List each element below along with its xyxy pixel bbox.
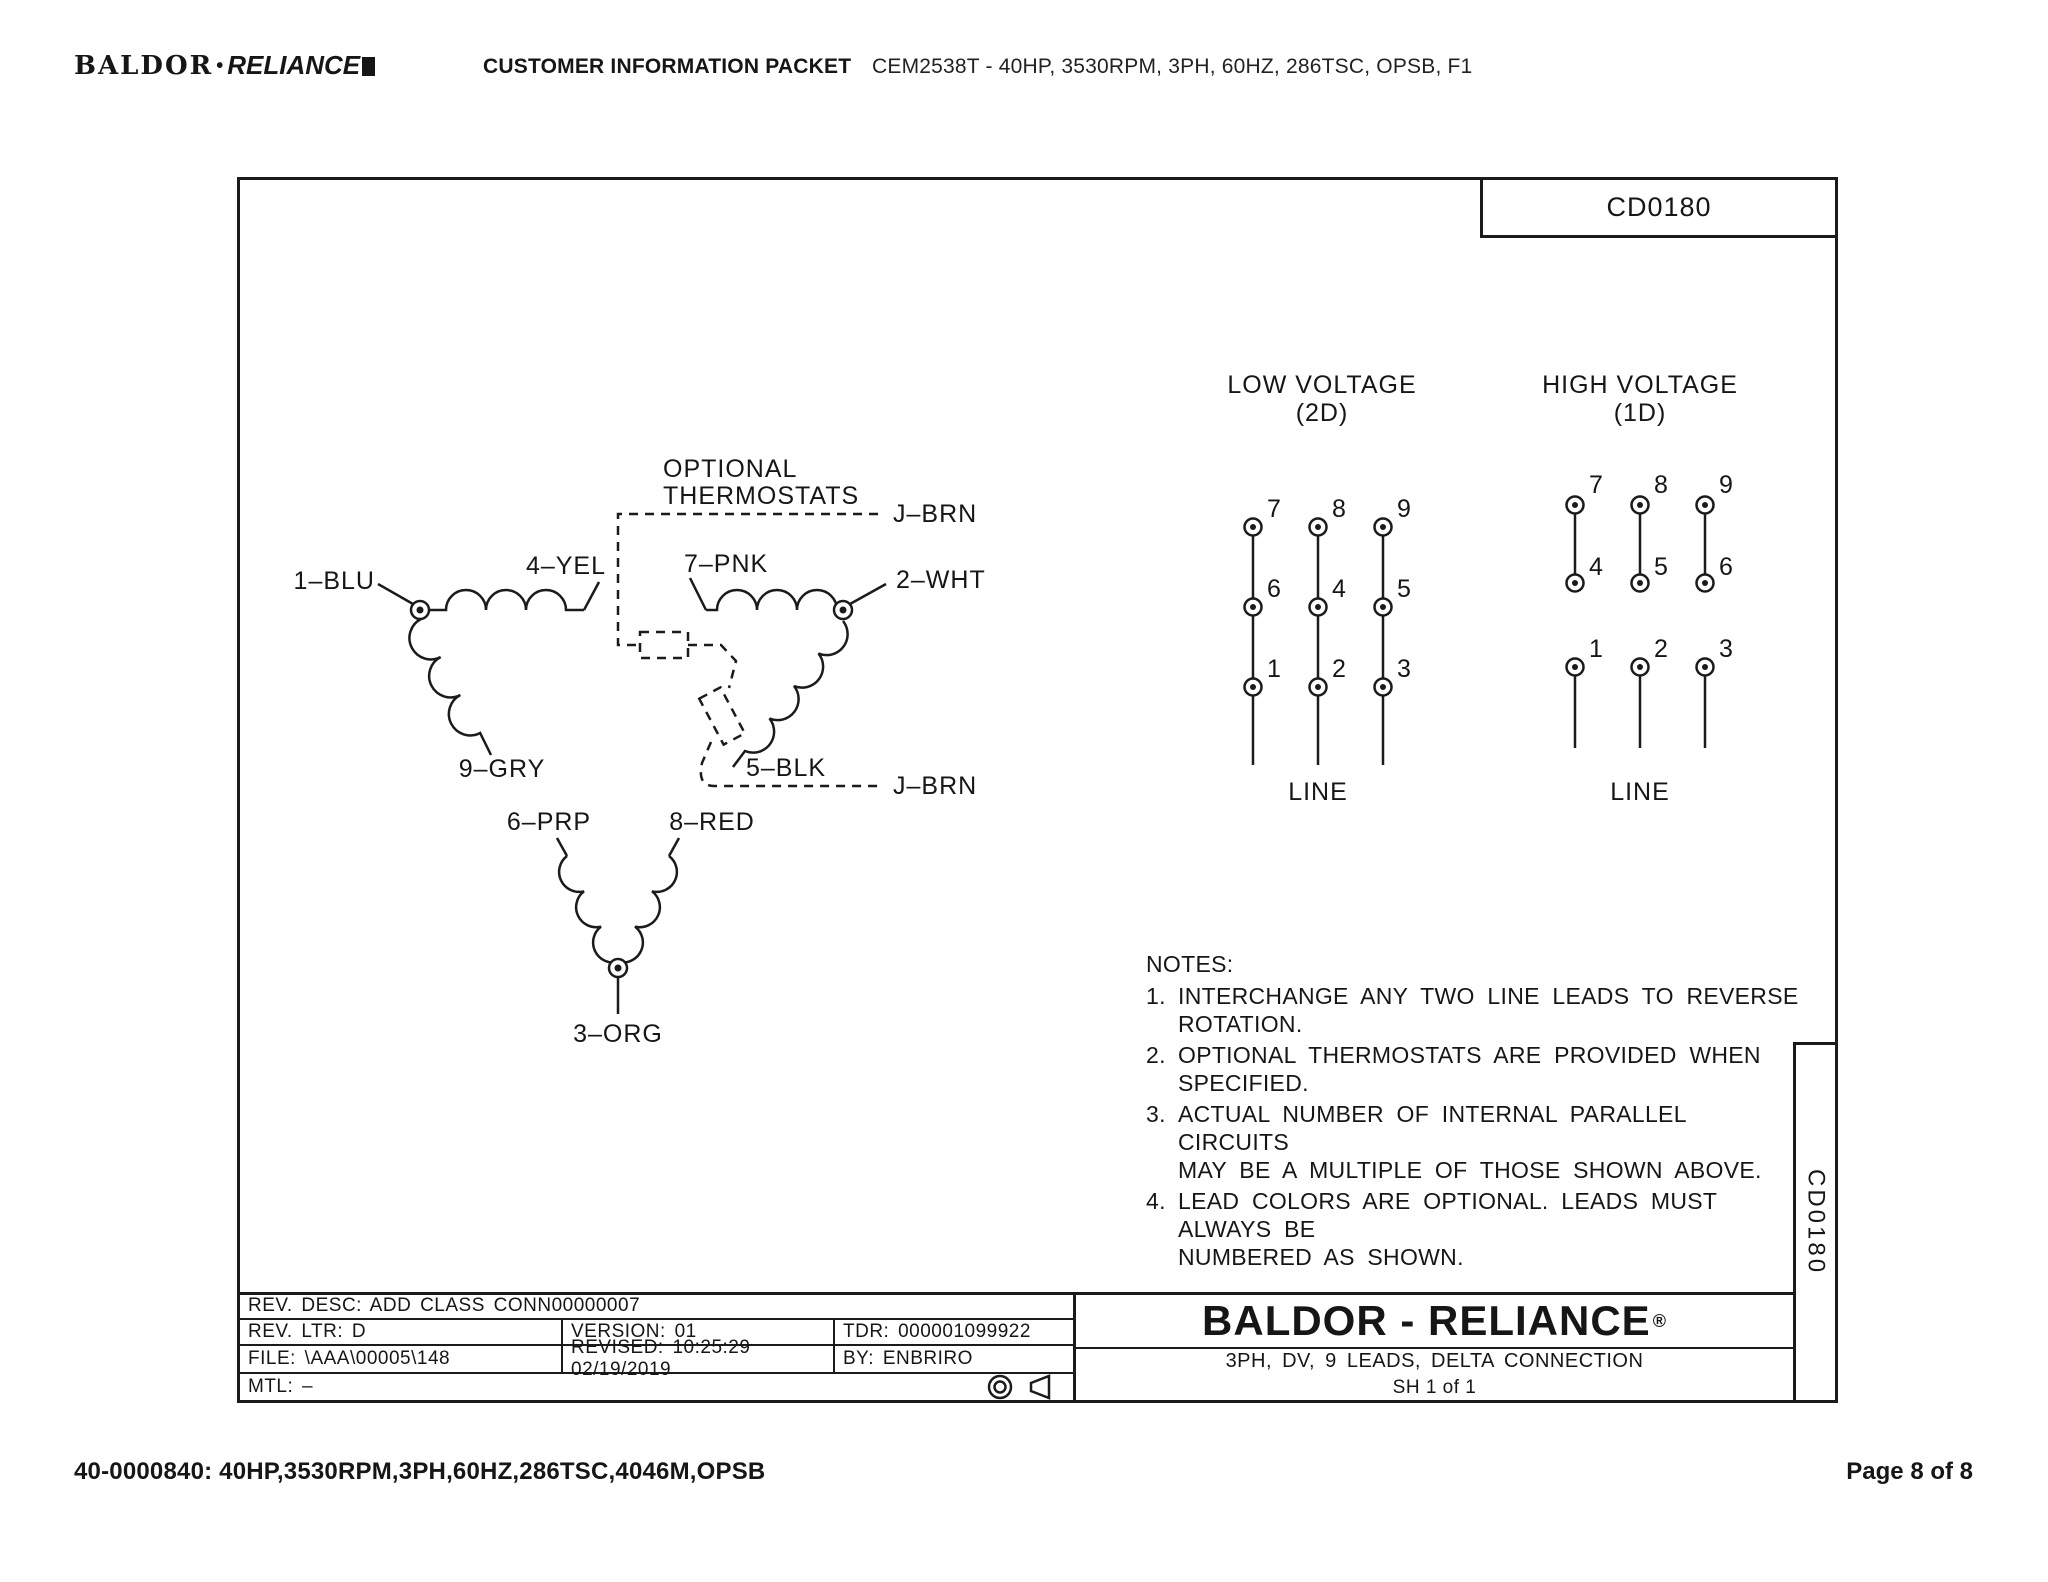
winding-coil-8-3 [618, 856, 677, 963]
low-voltage-subtitle: (2D) [1295, 399, 1349, 427]
thermostat-dashed-line-top [618, 514, 878, 645]
file-row [240, 1337, 1073, 1380]
file-cell: FILE: \AAA\00005\148 [240, 1346, 563, 1372]
low-voltage-diagram [1227, 371, 1416, 806]
lead-label-5-blk: 5–BLK [746, 754, 827, 782]
winding-coil-7-2 [706, 590, 843, 610]
jbrn-label-bottom: J–BRN [893, 772, 978, 800]
lead-tick-7 [690, 578, 706, 610]
revised-cell: REVISED: 10:25:29 02/19/2019 [563, 1346, 835, 1372]
winding-coil-2-5 [733, 621, 848, 767]
note-3 [1146, 1100, 1806, 1184]
motor-spec-header: CEM2538T - 40HP, 3530RPM, 3PH, 60HZ, 286TSC, OPSB, F1 [872, 55, 1473, 78]
delta-connection-diagram [294, 455, 986, 1048]
thermostat-box-2 [699, 687, 745, 744]
note-1 [1146, 982, 1806, 1038]
lv-num-7: 7 [1267, 495, 1282, 523]
note-3-number: 3. [1146, 1101, 1166, 1127]
lv-num-1: 1 [1267, 655, 1282, 683]
note-2 [1146, 1041, 1806, 1097]
drawing-title-cell [1076, 1349, 1793, 1400]
logo-baldor-text: BALDOR [74, 51, 214, 81]
logo-separator-dot: • [216, 55, 225, 77]
lead-label-8-red: 8–RED [669, 808, 755, 836]
lv-num-9: 9 [1397, 495, 1412, 523]
rev-desc-cell: REV. DESC: ADD CLASS CONN00000007 [240, 1295, 1073, 1320]
drawing-code-box: CD0180 [1480, 177, 1838, 238]
packet-title: CUSTOMER INFORMATION PACKET [483, 55, 852, 78]
lead-label-3-org: 3–ORG [573, 1020, 663, 1048]
registered-mark: ® [1652, 1310, 1667, 1331]
notes-section [1146, 950, 1806, 1271]
projection-circle-symbol [989, 1376, 1011, 1398]
low-voltage-title: LOW VOLTAGE [1227, 371, 1417, 399]
thermostat-box-1 [640, 632, 688, 658]
note-3-line-2: MAY BE A MULTIPLE OF THOSE SHOWN ABOVE. [1178, 1157, 1762, 1183]
note-3-line-1: ACTUAL NUMBER OF INTERNAL PARALLEL CIRCUITS [1178, 1101, 1686, 1155]
projection-symbols [985, 1374, 1065, 1400]
brand-cell [1076, 1295, 1793, 1349]
lv-num-8: 8 [1332, 495, 1347, 523]
footer-page-number: Page 8 of 8 [1846, 1458, 1973, 1485]
notes-heading: NOTES: [1146, 951, 1234, 977]
note-1-line-2: ROTATION. [1178, 1011, 1303, 1037]
high-voltage-subtitle: (1D) [1613, 399, 1667, 427]
connection-description: 3PH, DV, 9 LEADS, DELTA CONNECTION [1225, 1350, 1644, 1372]
footer-part-spec: 40-0000840: 40HP,3530RPM,3PH,60HZ,286TSC,4046M,OPSB [74, 1458, 766, 1485]
note-4-line-1: LEAD COLORS ARE OPTIONAL. LEADS MUST ALWAYS BE [1178, 1188, 1717, 1242]
hv-num-3: 3 [1719, 635, 1734, 663]
hv-num-1: 1 [1589, 635, 1604, 663]
title-block-revision-area [240, 1295, 1076, 1400]
hv-num-7: 7 [1589, 471, 1604, 499]
hv-line-label: LINE [1610, 778, 1670, 806]
hv-num-2: 2 [1654, 635, 1669, 663]
lead-label-2-wht: 2–WHT [896, 566, 986, 594]
tdr-cell: TDR: 000001099922 [843, 1320, 1031, 1342]
lead-label-4-yel: 4–YEL [525, 552, 606, 580]
side-code-strip: CD0180 [1793, 1042, 1838, 1403]
thermostats-label-line2: THERMOSTATS [663, 482, 860, 510]
projection-cone-symbol [1031, 1376, 1049, 1398]
winding-coil-1-9 [409, 619, 491, 755]
note-4-line-2: NUMBERED AS SHOWN. [1178, 1244, 1464, 1270]
lead-tick-4 [584, 582, 599, 610]
winding-coil-6-3 [559, 856, 618, 963]
mtl-row [240, 1374, 1073, 1400]
lead-tick-6 [557, 838, 567, 856]
jbrn-label-top: J–BRN [893, 500, 978, 528]
lv-line-label: LINE [1288, 778, 1348, 806]
hv-num-6: 6 [1719, 553, 1734, 581]
lead-label-6-prp: 6–PRP [506, 808, 592, 836]
lead-label-7-pnk: 7–PNK [684, 550, 769, 578]
lv-num-4: 4 [1332, 575, 1347, 603]
delta-terminal-2 [834, 601, 852, 619]
thermostats-label-line1: OPTIONAL [663, 455, 798, 483]
delta-terminal-3 [609, 959, 627, 977]
lv-num-3: 3 [1397, 655, 1412, 683]
lv-num-2: 2 [1332, 655, 1347, 683]
mtl-cell: MTL: – [248, 1376, 314, 1397]
delta-terminal-1 [411, 601, 429, 619]
hv-num-4: 4 [1589, 553, 1604, 581]
lead-tick-8 [669, 838, 679, 856]
brand-name: BALDOR - RELIANCE [1202, 1297, 1651, 1344]
lead-label-1-blu: 1–BLU [293, 567, 375, 595]
title-block [237, 1292, 1796, 1403]
lv-num-5: 5 [1397, 575, 1412, 603]
high-voltage-title: HIGH VOLTAGE [1542, 371, 1738, 399]
title-block-brand-area [1076, 1295, 1793, 1400]
sheet-number: SH 1 of 1 [1392, 1377, 1477, 1398]
winding-coil-1-4 [428, 590, 584, 610]
note-1-line-1: INTERCHANGE ANY TWO LINE LEADS TO REVERSE [1178, 983, 1799, 1009]
note-2-line-2: SPECIFIED. [1178, 1070, 1309, 1096]
thermostat-dashed-link [688, 645, 736, 688]
lead-line-1 [378, 584, 413, 604]
version-cell: VERSION: 01 [563, 1320, 835, 1344]
lead-label-9-gry: 9–GRY [458, 755, 546, 783]
note-4 [1146, 1187, 1806, 1271]
note-4-number: 4. [1146, 1188, 1166, 1214]
hv-num-8: 8 [1654, 471, 1669, 499]
hv-num-9: 9 [1719, 471, 1734, 499]
note-2-number: 2. [1146, 1042, 1166, 1068]
rev-ltr-cell: REV. LTR: D [240, 1320, 563, 1344]
note-1-number: 1. [1146, 983, 1166, 1009]
logo-reliance-text: RELIANCE [227, 50, 361, 80]
high-voltage-diagram [1542, 371, 1738, 806]
hv-num-5: 5 [1654, 553, 1669, 581]
lead-line-2 [850, 584, 886, 604]
note-2-line-1: OPTIONAL THERMOSTATS ARE PROVIDED WHEN [1178, 1042, 1761, 1068]
lv-num-6: 6 [1267, 575, 1282, 603]
by-cell: BY: ENBRIRO [843, 1348, 973, 1369]
